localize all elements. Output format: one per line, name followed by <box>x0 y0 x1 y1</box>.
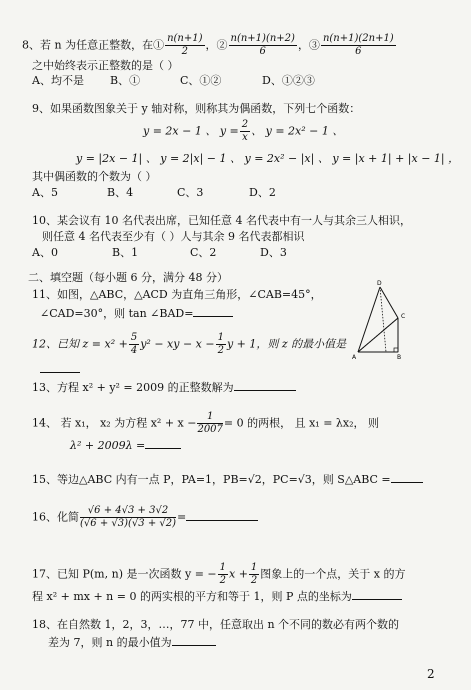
q14-line1: 14、 若 x₁， x₂ 为方程 x² + x − $\frac{1}{2007}$ = 0 的两根， 且 x₁ = λx₂， 则 <box>32 411 380 435</box>
q8-fraction-2: $\frac{n(n+1)(n+2)}{6}$ <box>230 33 295 57</box>
q17-answer-blank <box>352 599 402 600</box>
q12-answer-blank-line <box>40 364 80 375</box>
q14-answer-blank <box>145 448 181 449</box>
q8-fraction-1: $\frac{n(n+1)}{2}$ <box>167 33 203 57</box>
q12-answer-blank <box>40 372 80 373</box>
q18-answer-blank <box>172 645 216 646</box>
q8-options: A、均不是 B、① C、①② D、①②③ <box>32 74 315 87</box>
q11-answer-blank <box>193 316 233 317</box>
q13-answer-blank <box>234 390 296 391</box>
q11-label-d: D <box>377 280 382 287</box>
q8-fraction-3: $\frac{n(n+1)(2n+1)}{6}$ <box>322 33 394 57</box>
q11-line1: 11、如图，△ABC，△ACD 为直角三角形，∠CAB=45°， <box>32 288 322 301</box>
q10-line2: 则任意 4 名代表至少有（ ）人与其余 9 名代表都相识 <box>42 230 305 243</box>
q9-fraction: $\frac{2}{x}$ <box>241 119 249 143</box>
q8-tail: 之中始终表示正整数的是（ ） <box>32 59 179 72</box>
q14-line2: λ² + 2009λ = <box>70 440 181 451</box>
q9-row1: y = 2x − 1 、 y = $\frac{2}{x}$ 、 y = 2x² − 1 、 <box>143 119 344 143</box>
q11-label-c: C <box>401 313 406 320</box>
q13-line: 13、方程 x² + y² = 2009 的正整数解为 <box>32 382 296 393</box>
q9-options: A、5 B、4 C、3 D、2 <box>32 186 276 199</box>
q17-fraction-2: $\frac{1}{2}$ <box>250 562 258 586</box>
q8-lead: 8、若 n 为任意正整数，在① <box>22 38 165 52</box>
q11-label-a: A <box>352 354 357 360</box>
q17-fraction-1: $\frac{1}{2}$ <box>219 562 226 586</box>
q12-fraction-2: $\frac{1}{2}$ <box>217 332 224 356</box>
q15-answer-blank <box>391 482 423 483</box>
q9-tail: 其中偶函数的个数为（ ） <box>32 170 157 183</box>
q11-label-b: B <box>397 354 402 360</box>
q10-options: A、0 B、1 C、2 D、3 <box>32 246 287 259</box>
q16-answer-blank <box>186 520 258 521</box>
q10-lead: 10、某会议有 10 名代表出席，已知任意 4 名代表中有一人与其余三人相识， <box>32 214 411 227</box>
q11-triangle-diagram <box>350 280 410 360</box>
q9-lead: 9、如果函数图象关于 y 轴对称，则称其为偶函数，下列七个函数： <box>32 102 361 115</box>
q17-line1: 17、已知 P(m, n) 是一次函数 y = − $\frac{1}{2}$ x + $\frac{1}{2}$ 图象上的一个点，关于 x 的方 <box>32 562 406 586</box>
page-number: 2 <box>427 667 435 681</box>
q8-line1: 8、若 n 为任意正整数，在① $\frac{n(n+1)}{2}$ ，② $\frac{n(n+1)(n+2)}{6}$ ，③ $\frac{n(n+1)(2n+1)}{6}$ <box>22 33 394 57</box>
q9-row2: y = |2x − 1| 、 y = 2|x| − 1 、 y = 2x² − |x| 、 y = |x + 1| + |x − 1| ， <box>76 152 460 165</box>
q16-line: 16、化简 $\frac{√6 + 4√3 + 3√2}{(√6 + √3)(√3 + √2)}$ = <box>32 506 258 529</box>
q11-line2: ∠CAD=30°，则 tan ∠BAD= <box>40 308 233 319</box>
q12-line: 12、已知 z = x² + $\frac{5}{4}$ y² − xy − x − $\frac{1}{2}$ y + 1，则 z 的最小值是 <box>32 332 347 356</box>
q14-fraction: $\frac{1}{2007}$ <box>197 411 223 435</box>
q18-line2: 差为 7，则 n 的最小值为 <box>48 637 216 648</box>
section2-title: 二、填空题（每小题 6 分，满分 48 分） <box>28 271 228 284</box>
q12-fraction-1: $\frac{5}{4}$ <box>130 332 138 356</box>
q18-line1: 18、在自然数 1，2，3，…，77 中，任意取出 n 个不同的数必有两个数的 <box>32 618 400 631</box>
q17-line2: 程 x² + mx + n = 0 的两实根的平方和等于 1，则 P 点的坐标为 <box>32 591 402 602</box>
q15-line: 15、等边△ABC 内有一点 P，PA=1，PB=√2，PC=√3，则 S△ABC = <box>32 474 423 485</box>
q16-fraction: $\frac{√6 + 4√3 + 3√2}{(√6 + √3)(√3 + √2)}$ <box>80 505 177 529</box>
